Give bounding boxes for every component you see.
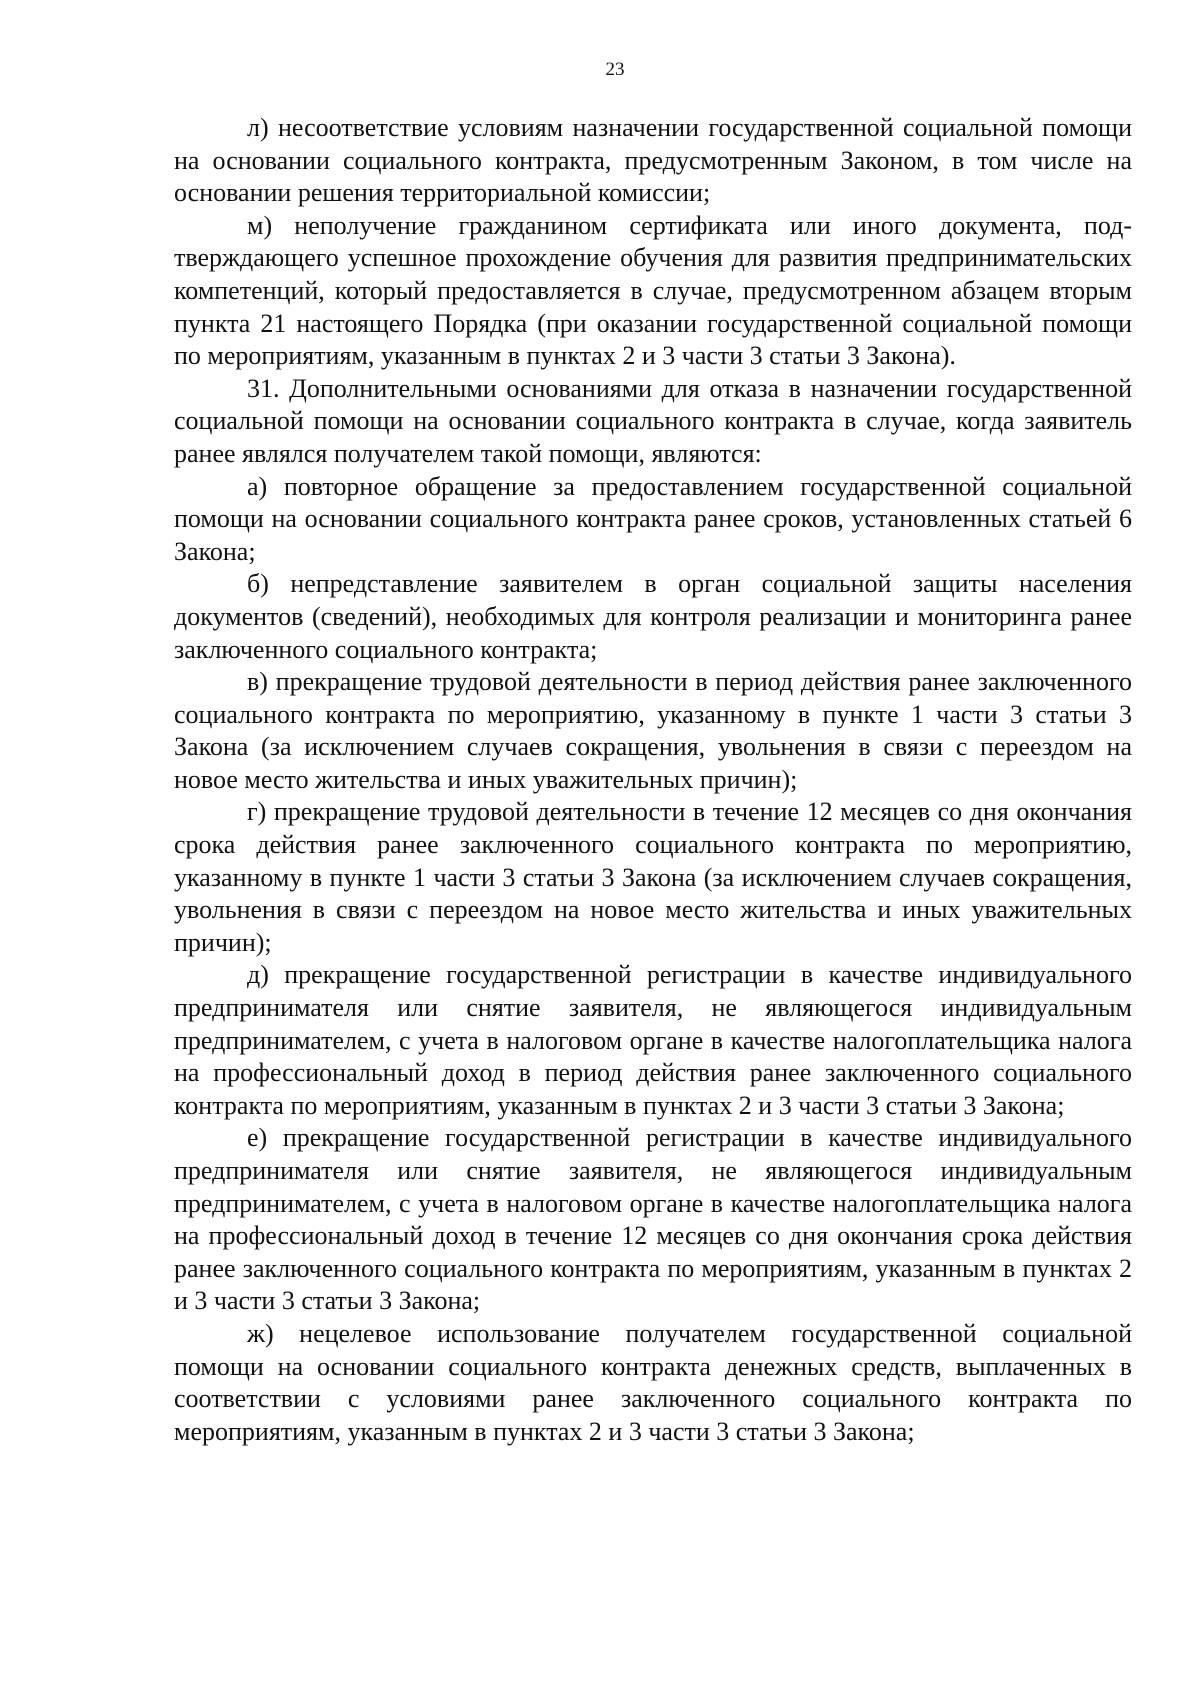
paragraph-zh: ж) нецелевое использование получателем государственной социальной помощи на основании социального контракта денежных средств, выплаченных в соответствии с условиями ранее заключенного социального контракта по мероприятиям, указанным в пунктах 2 и 3 части 3 статьи 3 Закона;	[174, 1318, 1132, 1446]
paragraph-e: е) прекращение государственной регистрации в качестве индивидуального предпринимателя или снятие заявителя, не являющегося индивидуальным предпринимателем, с учета в налоговом органе в качестве налогоплательщика налога на профессиональный доход в течение 12 месяцев со дня окончания срока действия ранее заключенного социального контракта по мероприятиям, указанным в пунктах 2 и 3 части 3 статьи 3 Закона;	[174, 1123, 1132, 1316]
paragraph-b: б) непредставление заявителем в орган социальной защиты населения документов (сведений), необходимых для контроля реализации и мониторинга ранее заключенного социального контракта;	[174, 569, 1132, 664]
paragraph-a: а) повторное обращение за предоставлением государственной социальной помощи на основании социального контракта ранее сроков, установленных статьей 6 Закона;	[174, 471, 1132, 566]
paragraph-31: 31. Дополнительными основаниями для отказа в назначении государственной социальной помощи на основании социального контракта в случае, когда заявитель ранее являлся получателем такой помощи, являются:	[174, 373, 1132, 468]
paragraph-g: г) прекращение трудовой деятельности в течение 12 месяцев со дня окончания срока действия ранее заключенного социального контракта по мероприятию, указанному в пункте 1 части 3 статьи 3 Закона (за исключением случаев сокращения, увольнения в связи с переездом на новое место жительства и иных уважительных причин);	[174, 797, 1132, 957]
document-body	[174, 112, 1132, 1448]
paragraph-d: д) прекращение государственной регистрации в качестве индивидуального предпринимателя или снятие заявителя, не являющегося индивидуальным предпринимателем, с учета в налоговом органе в качестве налогоплательщика налога на профессиональный доход в период действия ранее заключенного социального контракта по мероприятиям, указанным в пунктах 2 и 3 части 3 статьи 3 Закона;	[174, 960, 1132, 1120]
page-number: 23	[605, 59, 625, 80]
paragraph-l: л) несоответствие условиям назначении государственной социальной помощи на основании социального контракта, предусмотренным Законом, в том числе на основании решения территориальной комиссии;	[174, 113, 1132, 208]
paragraph-m: м) неполучение гражданином сертификата или иного документа, подтверждающего успешное прохождение обучения для развития предпринимательских компетенций, который предоставляется в случае, предусмотренном абзацем вторым пункта 21 настоящего Порядка (при оказании государственной социальной помощи по мероприятиям, указанным в пунктах 2 и 3 части 3 статьи 3 Закона).	[174, 210, 1132, 371]
paragraph-v: в) прекращение трудовой деятельности в период действия ранее заключенного социального контракта по мероприятию, указанному в пункте 1 части 3 статьи 3 Закона (за исключением случаев сокращения, увольнения в связи с переездом на новое место жительства и иных уважительных причин);	[174, 667, 1132, 794]
